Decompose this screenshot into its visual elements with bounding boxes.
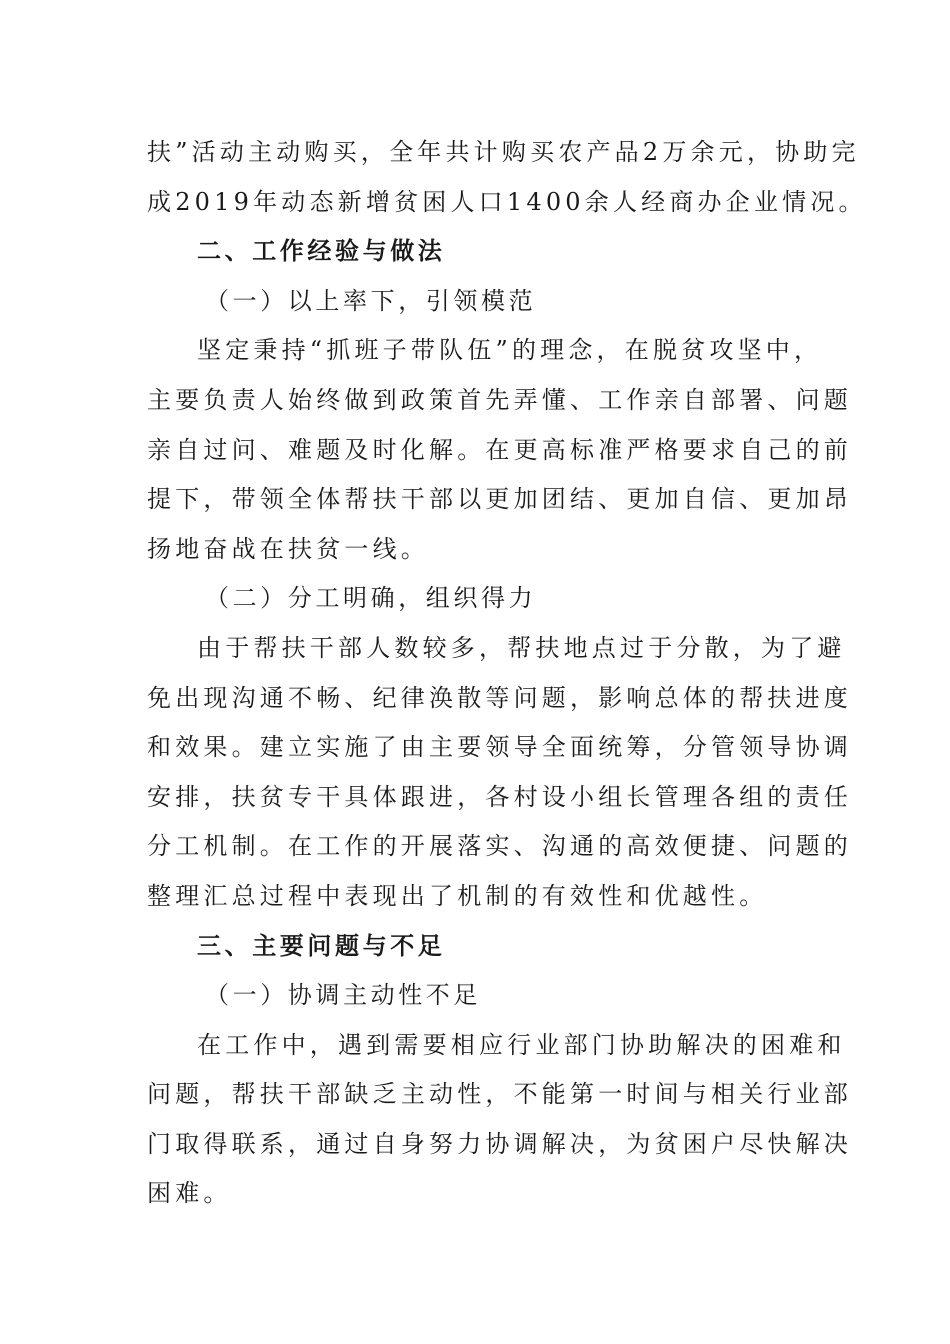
text-line: 提下，带领全体帮扶干部以更加团结、更加自信、更加昂 xyxy=(147,485,852,514)
text-line: 成2019年动态新增贫困人口1400余人经商办企业情况。 xyxy=(147,187,867,216)
text-line: 免出现沟通不畅、纪律涣散等问题，影响总体的帮扶进度 xyxy=(147,683,852,712)
text-line: 安排，扶贫专干具体跟进，各村设小组长管理各组的责任 xyxy=(147,782,852,811)
subsection-heading: （一）以上率下，引领模范 xyxy=(205,286,537,315)
section-heading: 三、主要问题与不足 xyxy=(197,931,446,960)
paragraph-first-line: 由于帮扶干部人数较多，帮扶地点过于分散，为了避 xyxy=(197,633,846,662)
text-line: 整理汇总过程中表现出了机制的有效性和优越性。 xyxy=(147,881,768,910)
text-line: 和效果。建立实施了由主要领导全面统筹，分管领导协调 xyxy=(147,733,852,762)
text-line: 扬地奋战在扶贫一线。 xyxy=(147,534,429,563)
text-line: 扶”活动主动购买，全年共计购买农产品2万余元，协助完 xyxy=(147,138,860,166)
text-line: 困难。 xyxy=(147,1179,232,1208)
text-line: 分工机制。在工作的开展落实、沟通的高效便捷、问题的 xyxy=(147,832,852,861)
subsection-heading: （一）协调主动性不足 xyxy=(205,981,481,1010)
paragraph-first-line: 坚定秉持“抓班子带队伍”的理念，在脱贫攻坚中， xyxy=(197,336,823,365)
text-line: 亲自过问、难题及时化解。在更高标准严格要求自己的前 xyxy=(147,435,852,464)
text-line: 问题，帮扶干部缺乏主动性，不能第一时间与相关行业部 xyxy=(147,1080,852,1109)
section-heading: 二、工作经验与做法 xyxy=(197,237,446,266)
document-body xyxy=(147,128,867,1219)
text-line: 主要负责人始终做到政策首先弄懂、工作亲自部署、问题 xyxy=(147,385,852,414)
paragraph-first-line: 在工作中，遇到需要相应行业部门协助解决的困难和 xyxy=(197,1030,846,1059)
text-line: 门取得联系，通过自身努力协调解决，为贫困户尽快解决 xyxy=(147,1129,852,1158)
subsection-heading: （二）分工明确，组织得力 xyxy=(205,584,537,613)
